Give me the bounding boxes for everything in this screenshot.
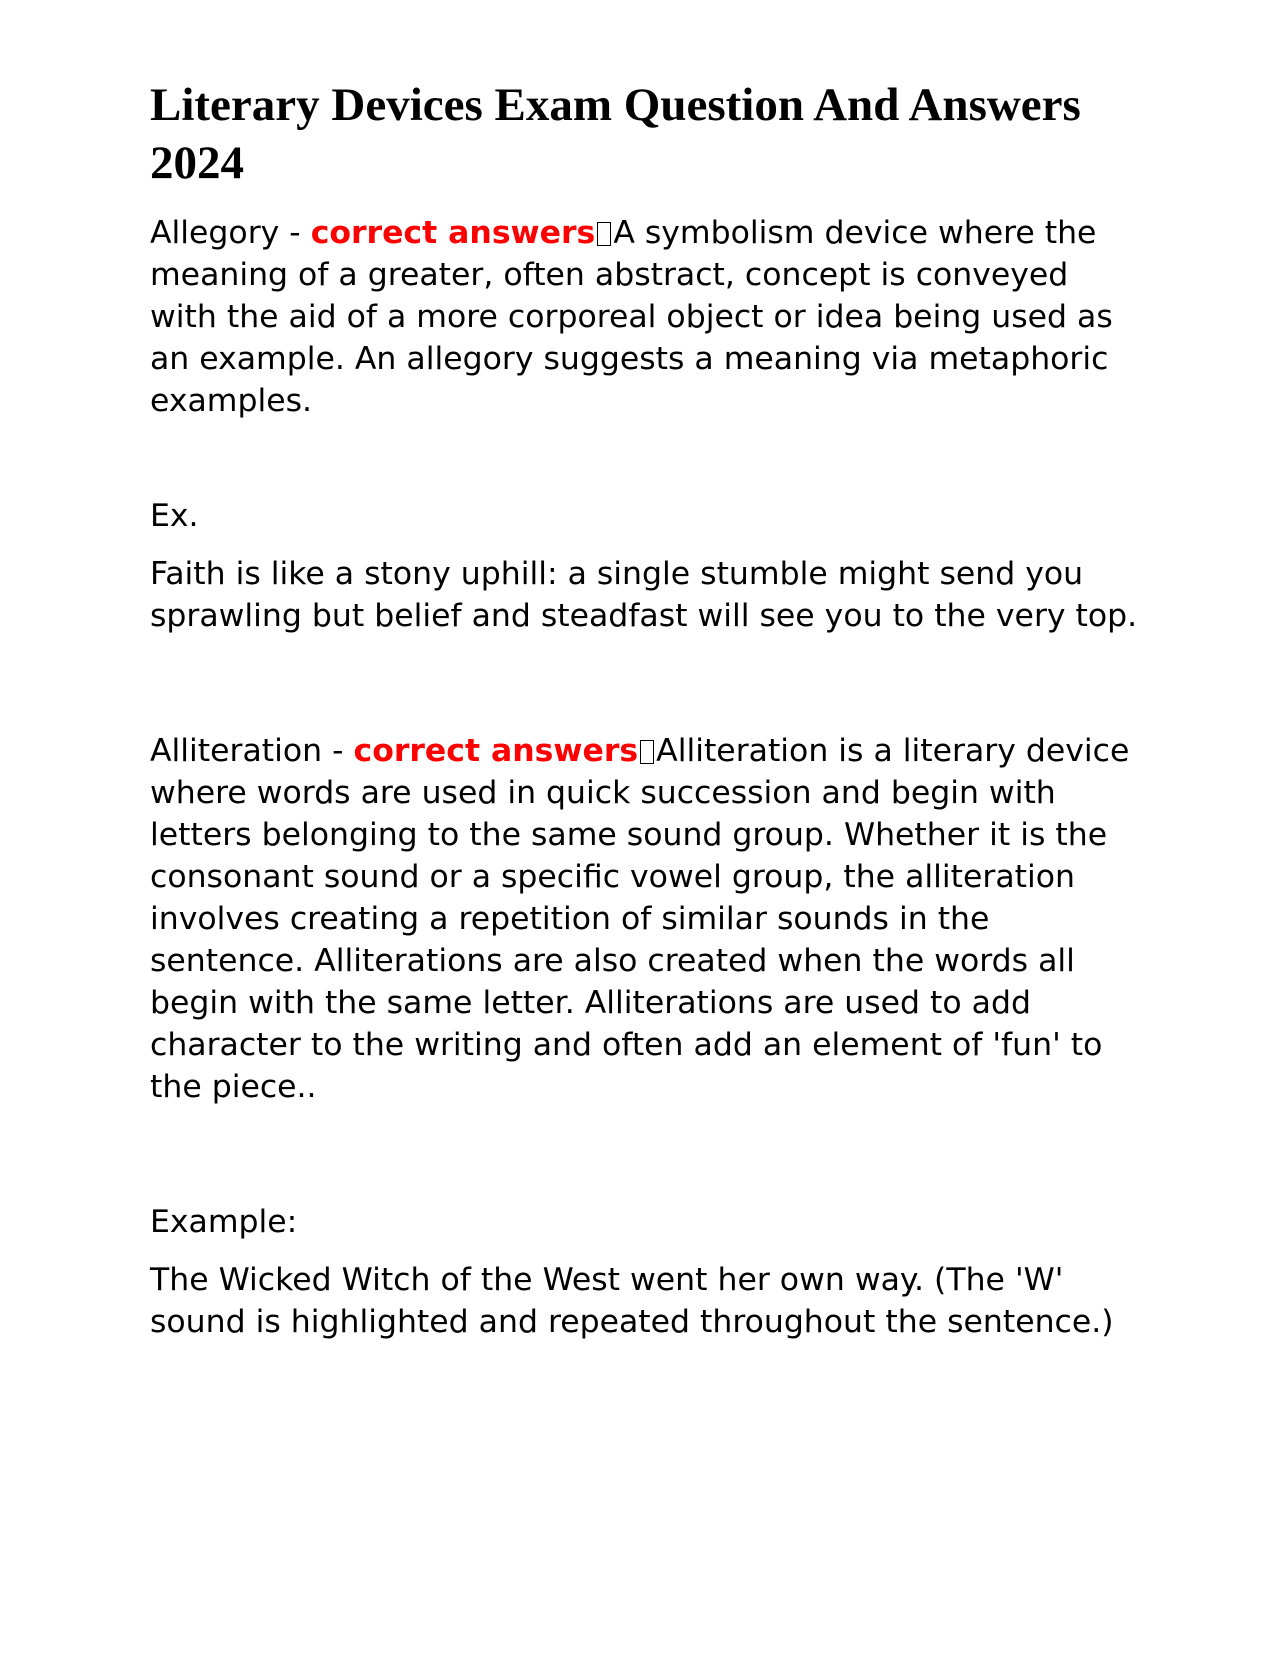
example-text: Faith is like a stony uphill: a single stumble might send you sprawling but belief and steadfast will see you to the very top. <box>150 556 1138 634</box>
document-title: Literary Devices Exam Question And Answers 2024 <box>150 79 1081 189</box>
example-label: Example: <box>150 1204 298 1240</box>
answer-marker: correct answers <box>353 733 639 769</box>
missing-glyph-icon <box>597 222 611 246</box>
entry-definition: Alliteration is a literary device where words are used in quick succession and begin with letters belonging to the same sound group. Whether it is the consonant sound or a specific vowel group, the alliteration involves creating a repetition of similar sounds in the sentence. Alliterations are also created when the words all begin with the same letter. Alliterations are used to add character to the writing and often add an element of 'fun' to the piece.. <box>150 733 1130 1105</box>
missing-glyph-icon <box>640 740 654 764</box>
entry-definition: A symbolism device where the meaning of a greater, often abstract, concept is conveyed with the aid of a more corporeal object or idea being used as an example. An allegory suggests a meaning via metaphoric examples. <box>150 215 1113 419</box>
entry-alliteration <box>150 730 1140 1108</box>
entry-term: Alliteration - <box>150 733 354 769</box>
answer-marker: correct answers <box>310 215 596 251</box>
entry-allegory <box>150 212 1140 422</box>
entry-term: Allegory - <box>150 215 311 251</box>
example-label: Ex. <box>150 498 199 534</box>
example-text: The Wicked Witch of the West went her own way. (The 'W' sound is highlighted and repeated throughout the sentence.) <box>150 1262 1114 1340</box>
document-page <box>150 76 1140 1343</box>
